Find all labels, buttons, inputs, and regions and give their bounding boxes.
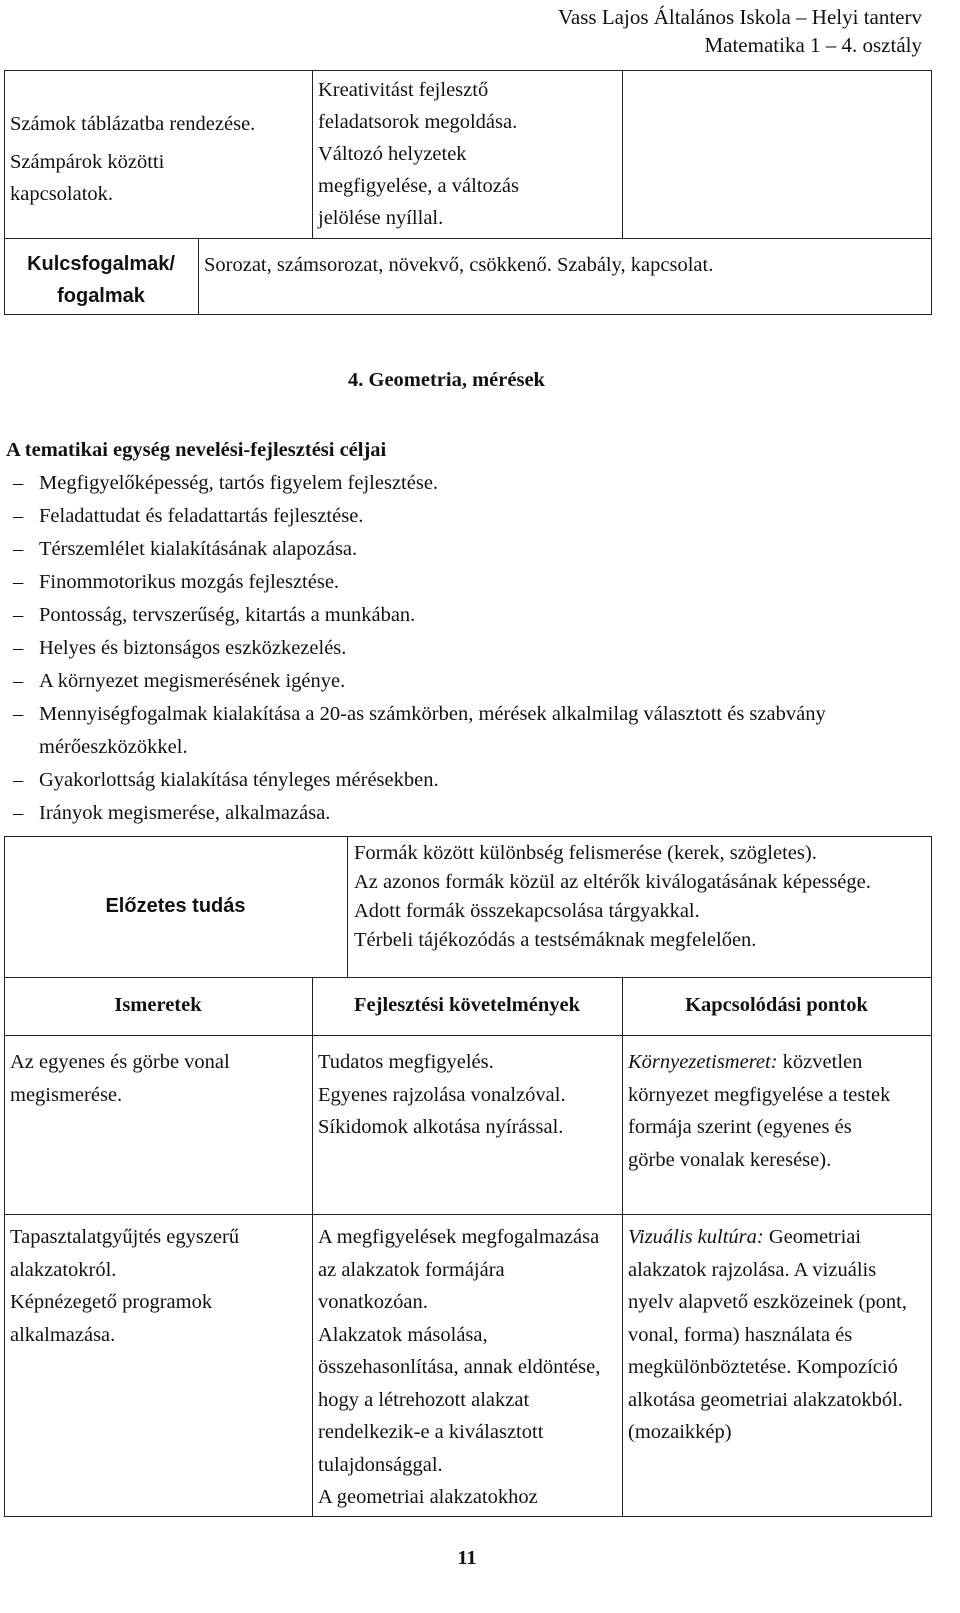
section-title: 4. Geometria, mérések xyxy=(348,369,545,391)
goal-item xyxy=(6,467,916,500)
prior-knowledge-label: Előzetes tudás xyxy=(105,895,246,917)
goal-item xyxy=(6,566,916,599)
link-text: Geometriai alakzatok rajzolása. A vizuális nyelv alapvető eszközeinek (pont, vonal, forma) használata és megkülönböztetése. Kompozíció alkotása geometriai alakzatokból.(mozaikkép) xyxy=(628,1226,907,1443)
link-subject: Vizuális kultúra: xyxy=(628,1226,764,1248)
knowledge-text: Képnézegető programok alkalmazása. xyxy=(10,1291,213,1346)
goal-text: Pontosság, tervszerűség, kitartás a munkában. xyxy=(39,604,416,626)
header-requirements: Fejlesztési követelmények xyxy=(354,994,580,1016)
requirement-text: Tudatos megfigyelés. xyxy=(318,1051,494,1073)
prior-line: Adott formák összekapcsolása tárgyakkal. xyxy=(354,900,700,922)
dash-bullet: – xyxy=(13,538,24,560)
row2-knowledge xyxy=(10,1221,300,1351)
goals-section xyxy=(6,434,916,830)
goal-item xyxy=(6,599,916,632)
dash-bullet: – xyxy=(13,637,24,659)
row2-requirements xyxy=(318,1221,618,1514)
goals-list xyxy=(6,467,916,830)
top-middle-line-1: Kreativitást fejlesztő feladatsorok megoldása. xyxy=(318,79,518,133)
link-text: közvetlen környezet megfigyelése a testek formája szerint (egyenes és görbe vonalak keresése). xyxy=(628,1051,891,1171)
goal-item xyxy=(6,797,916,830)
dash-bullet: – xyxy=(13,571,24,593)
top-left-line-2: Számpárok közötti kapcsolatok. xyxy=(10,151,165,205)
goal-text: Gyakorlottság kialakítása tényleges mérésekben. xyxy=(39,769,439,791)
row2-connections xyxy=(628,1221,918,1449)
goal-text: Finommotorikus mozgás fejlesztése. xyxy=(39,571,340,593)
dash-bullet: – xyxy=(13,505,24,527)
dash-bullet: – xyxy=(13,769,24,791)
dash-bullet: – xyxy=(13,802,24,824)
requirement-text: A megfigyelések megfogalmazása az alakzatok formájára vonatkozóan. xyxy=(318,1226,600,1313)
top-middle-line-2: Változó helyzetek megfigyelése, a változás jelölése nyíllal. xyxy=(318,143,519,229)
prior-line: Térbeli tájékozódás a testsémáknak megfelelően. xyxy=(354,929,757,951)
row1-knowledge xyxy=(10,1046,300,1111)
link-subject: Környezetismeret: xyxy=(628,1051,778,1073)
prior-line: Az azonos formák közül az eltérők kiválogatásának képessége. xyxy=(354,871,871,893)
prior-knowledge-content xyxy=(354,839,926,955)
goal-text: Megfigyelőképesség, tartós figyelem fejlesztése. xyxy=(39,472,439,494)
goal-item xyxy=(6,764,916,797)
top-left-line-1: Számok táblázatba rendezése. xyxy=(10,113,256,135)
header-knowledge: Ismeretek xyxy=(114,994,202,1016)
goal-item xyxy=(6,665,916,698)
page-number: 11 xyxy=(457,1547,477,1569)
goal-text: Irányok megismerése, alkalmazása. xyxy=(39,802,331,824)
goal-text: Mennyiségfogalmak kialakítása a 20-as számkörben, mérések alkalmilag választott és szabvány mérőeszközökkel. xyxy=(39,703,826,758)
requirement-text: A geometriai alakzatokhoz xyxy=(318,1486,538,1508)
goal-item xyxy=(6,698,916,764)
knowledge-text: Tapasztalatgyűjtés egyszerű alakzatokról. xyxy=(10,1226,240,1281)
goal-item xyxy=(6,632,916,665)
dash-bullet: – xyxy=(13,703,24,725)
key-concepts-value: Sorozat, számsorozat, növekvő, csökkenő. Szabály, kapcsolat. xyxy=(204,254,714,276)
top-middle-cell xyxy=(318,74,568,234)
goals-title: A tematikai egység nevelési-fejlesztési céljai xyxy=(6,439,387,461)
top-left-cell xyxy=(10,108,310,210)
knowledge-text: Az egyenes és görbe vonal megismerése. xyxy=(10,1051,230,1106)
goal-item xyxy=(6,533,916,566)
requirement-text: Alakzatok másolása, összehasonlítása, annak eldöntése, hogy a létrehozott alakzat rendelkezik-e a kiválasztott tulajdonsággal. xyxy=(318,1323,601,1476)
requirement-text: Egyenes rajzolása vonalzóval. xyxy=(318,1083,566,1106)
row1-requirements xyxy=(318,1046,618,1144)
dash-bullet: – xyxy=(13,472,24,494)
prior-line: Formák között különbség felismerése (kerek, szögletes). xyxy=(354,842,817,864)
header-subject: Matematika 1 – 4. osztály xyxy=(704,33,922,57)
header-school: Vass Lajos Általános Iskola – Helyi tanterv xyxy=(558,5,922,29)
row1-connections xyxy=(628,1046,898,1176)
goal-text: Helyes és biztonságos eszközkezelés. xyxy=(39,637,347,659)
key-concepts-label: Kulcsfogalmak/ fogalmak xyxy=(27,253,175,307)
goal-text: Térszemlélet kialakításának alapozása. xyxy=(39,538,358,560)
dash-bullet: – xyxy=(13,604,24,626)
goal-text: A környezet megismerésének igénye. xyxy=(39,670,346,692)
goal-text: Feladattudat és feladattartás fejlesztése. xyxy=(39,505,364,527)
header-connections: Kapcsolódási pontok xyxy=(685,994,868,1016)
goal-item xyxy=(6,500,916,533)
requirement-text: Síkidomok alkotása nyírással. xyxy=(318,1116,564,1138)
dash-bullet: – xyxy=(13,670,24,692)
